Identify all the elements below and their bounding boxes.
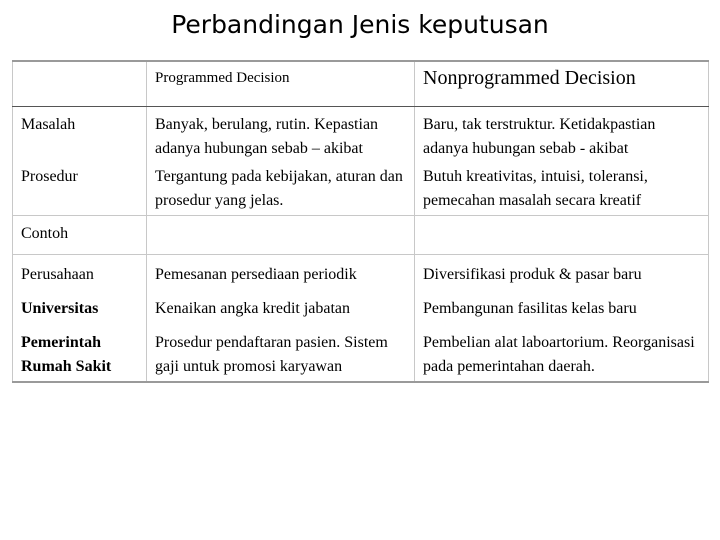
table-row — [13, 163, 709, 216]
row-label-perusahaan: Perusahaan — [13, 255, 147, 290]
cell-programmed: Banyak, berulang, rutin. Kepastian adanya hubungan sebab – akibat — [147, 107, 415, 164]
comparison-table — [12, 60, 709, 383]
cell-programmed: Tergantung pada kebijakan, aturan dan prosedur yang jelas. — [147, 163, 415, 216]
cell-nonprogrammed: Diversifikasi produk & pasar baru — [415, 255, 709, 290]
table-header-row — [13, 61, 709, 107]
cell-nonprogrammed: Pembangunan fasilitas kelas baru — [415, 289, 709, 323]
table-row — [13, 289, 709, 323]
cell-programmed — [147, 216, 415, 255]
cell-programmed: Kenaikan angka kredit jabatan — [147, 289, 415, 323]
row-label-contoh: Contoh — [13, 216, 147, 255]
row-label-universitas: Universitas — [13, 289, 147, 323]
cell-nonprogrammed: Butuh kreativitas, intuisi, toleransi, pemecahan masalah secara kreatif — [415, 163, 709, 216]
row-label-prosedur: Prosedur — [13, 163, 147, 216]
table-row — [13, 107, 709, 164]
header-nonprogrammed-decision: Nonprogrammed Decision — [415, 61, 709, 107]
table-row — [13, 255, 709, 290]
row-label-pemerintah-rumah-sakit: Pemerintah Rumah Sakit — [13, 323, 147, 382]
cell-nonprogrammed: Baru, tak terstruktur. Ketidakpastian adanya hubungan sebab - akibat — [415, 107, 709, 164]
page-title: Perbandingan Jenis keputusan — [171, 10, 549, 39]
cell-nonprogrammed: Pembelian alat laboartorium. Reorganisasi pada pemerintahan daerah. — [415, 323, 709, 382]
row-label-masalah: Masalah — [13, 107, 147, 164]
table-row — [13, 216, 709, 255]
cell-programmed: Prosedur pendaftaran pasien. Sistem gaji untuk promosi karyawan — [147, 323, 415, 382]
cell-programmed: Pemesanan persediaan periodik — [147, 255, 415, 290]
cell-nonprogrammed — [415, 216, 709, 255]
header-cell-empty — [13, 61, 147, 107]
header-programmed-decision: Programmed Decision — [147, 61, 415, 107]
table-row — [13, 323, 709, 382]
